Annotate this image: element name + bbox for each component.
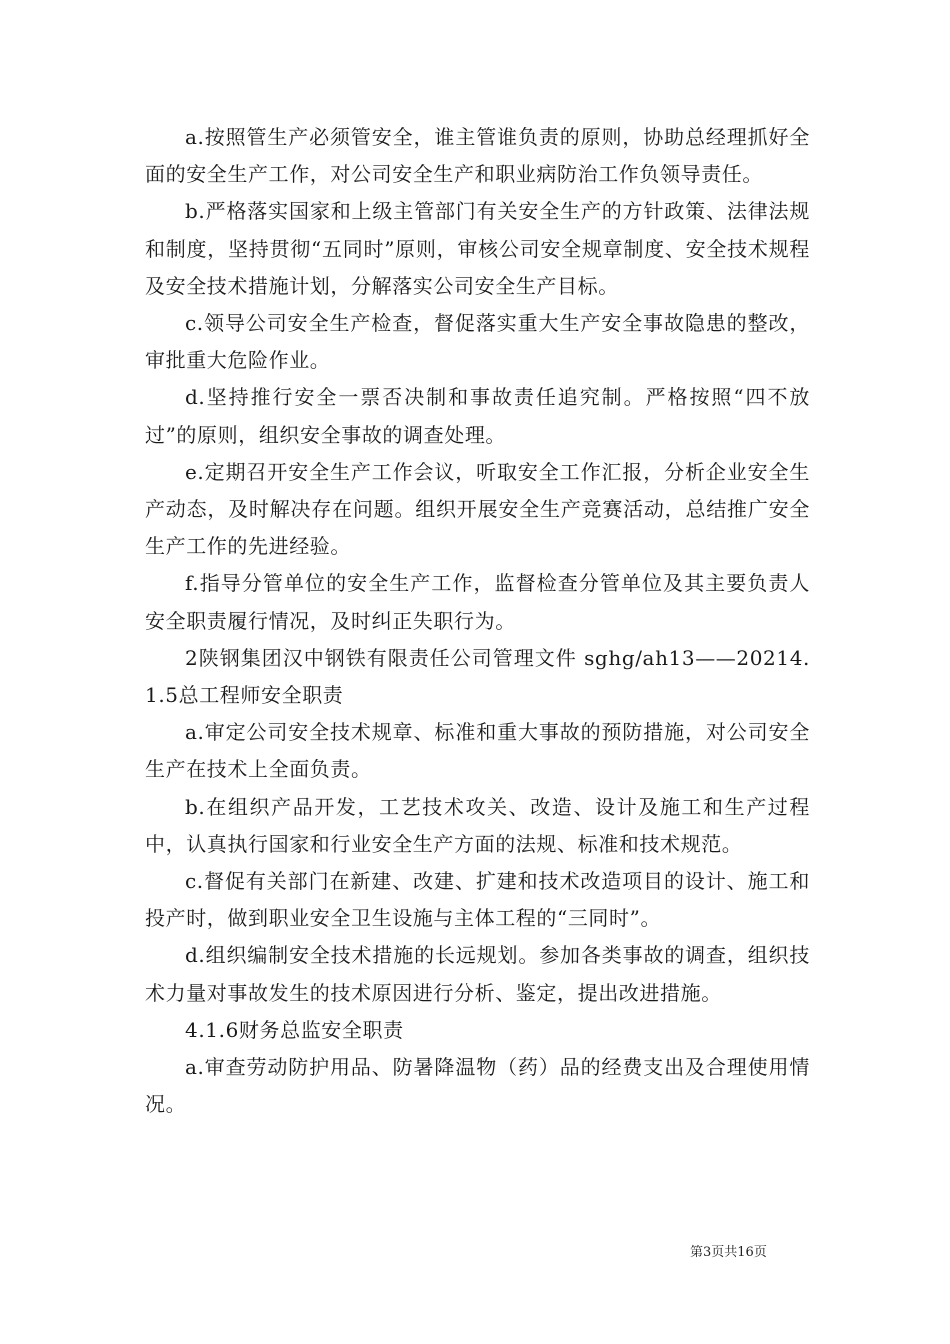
clause-a-general-manager-assist: a.按照管生产必须管安全，谁主管谁负责的原则，协助总经理抓好全面的安全生产工作，对公司安全生产和职业病防治工作负领导责任。 [145, 125, 810, 187]
clause-a-protective-equipment-budget: a.审查劳动防护用品、防暑降温物（药）品的经费支出及合理使用情况。 [145, 1055, 810, 1117]
section-heading-chief-engineer: 2陕钢集团汉中钢铁有限责任公司管理文件 sghg/ah13——20214.1.5总工程师安全职责 [145, 645, 810, 708]
page-number: 第3页共16页 [690, 1245, 767, 1260]
clause-d-long-term-planning: d.组织编制安全技术措施的长远规划。参加各类事故的调查，组织技术力量对事故发生的技术原因进行分析、鉴定，提出改进措施。 [145, 943, 810, 1005]
clause-b-policy-implementation: b.严格落实国家和上级主管部门有关安全生产的方针政策、法律法规和制度，坚持贯彻“五同时”原则，审核公司安全规章制度、安全技术规程及安全技术措施计划，分解落实公司安全生产目标。 [145, 199, 810, 298]
clause-c-three-simultaneous: c.督促有关部门在新建、改建、扩建和技术改造项目的设计、施工和投产时，做到职业安全卫生设施与主体工程的“三同时”。 [145, 869, 810, 931]
clause-e-safety-meetings: e.定期召开安全生产工作会议，听取安全工作汇报，分析企业安全生产动态，及时解决存在问题。组织开展安全生产竞赛活动，总结推广安全生产工作的先进经验。 [145, 459, 810, 559]
clause-c-safety-inspection: c.领导公司安全生产检查，督促落实重大生产安全事故隐患的整改，审批重大危险作业。 [145, 311, 810, 373]
section-heading-finance-director: 4.1.6财务总监安全职责 [185, 1017, 404, 1042]
clause-b-product-development: b.在组织产品开发，工艺技术攻关、改造、设计及施工和生产过程中，认真执行国家和行业安全生产方面的法规、标准和技术规范。 [145, 794, 810, 856]
clause-f-guidance-supervision: f.指导分管单位的安全生产工作，监督检查分管单位及其主要负责人安全职责履行情况，及时纠正失职行为。 [145, 571, 810, 633]
clause-d-accountability: d.坚持推行安全一票否决制和事故责任追究制。严格按照“四不放过”的原则，组织安全事故的调查处理。 [145, 385, 810, 447]
document-body [145, 119, 810, 1123]
clause-a-technical-regulations: a.审定公司安全技术规章、标准和重大事故的预防措施，对公司安全生产在技术上全面负责。 [145, 720, 810, 782]
